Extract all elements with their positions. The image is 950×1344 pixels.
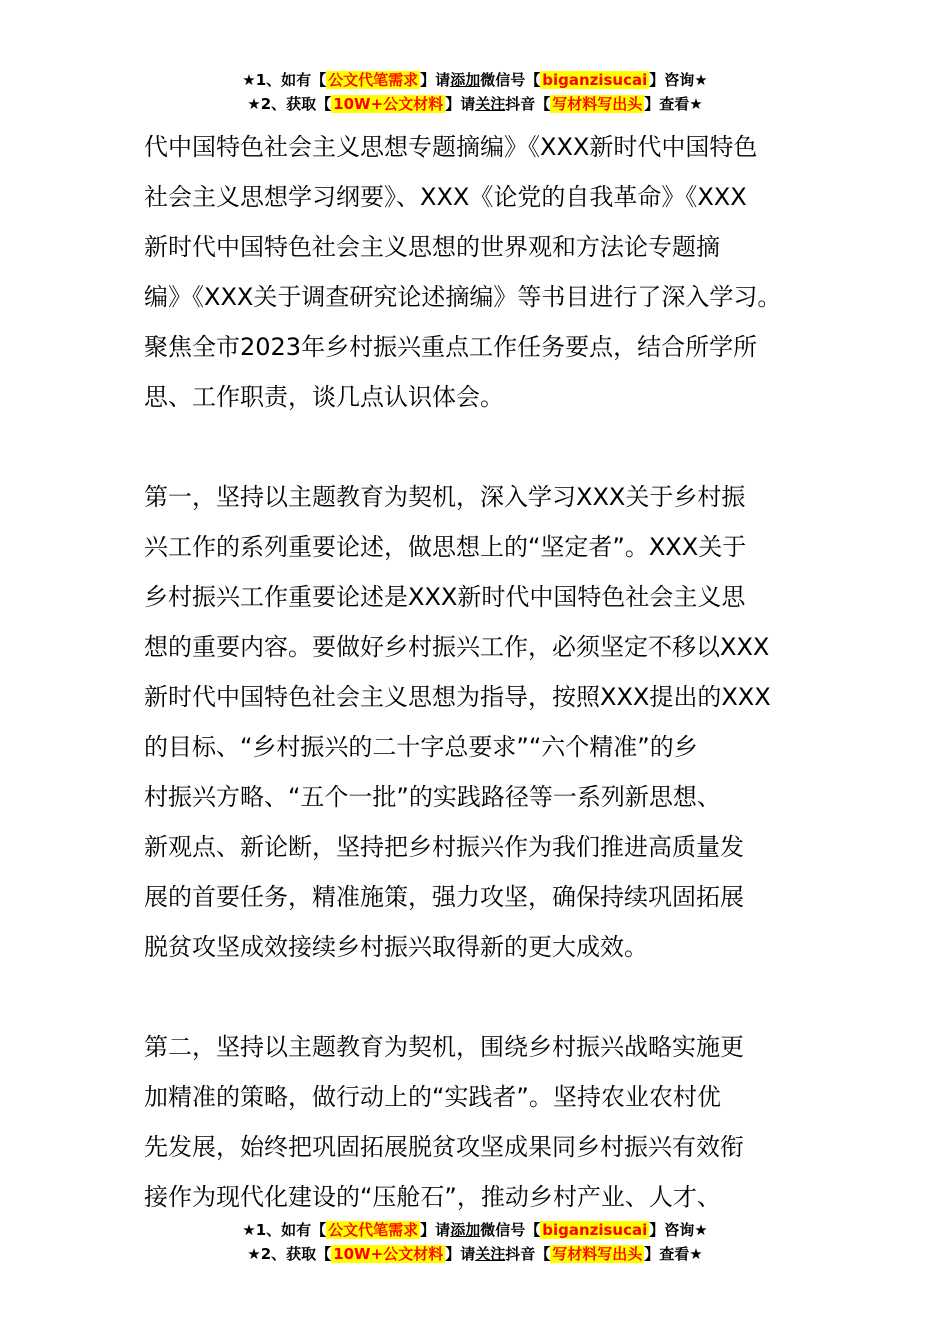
banner-text: 】请 [445,95,476,113]
text-line: 聚焦全市2023年乡村振兴重点工作任务要点，结合所学所 [144,333,758,361]
text-line: 第一，坚持以主题教育为契机，深入学习XXX关于乡村振 [144,483,746,511]
banner-highlight-materials: 10W+公文材料 [333,1245,444,1263]
banner-text: 】请 [420,71,451,89]
text-line: 新观点、新论断，坚持把乡村振兴作为我们推进高质量发 [144,833,744,861]
banner-line-1 [0,68,950,92]
banner-underline-text: 添加 [450,71,481,89]
text-line: 先发展，始终把巩固拓展脱贫攻坚成果同乡村振兴有效衔 [144,1133,744,1161]
text-line: 脱贫攻坚成效接续乡村振兴取得新的更大成效。 [144,933,648,961]
banner-text: 微信号【 [480,71,541,89]
banner-highlight-douyin-account: 写材料写出头 [552,1245,643,1263]
text-line: 社会主义思想学习纲要》、XXX《论党的自我革命》《XXX [144,183,747,211]
banner-highlight-materials: 10W+公文材料 [333,95,444,113]
text-line: 乡村振兴工作重要论述是XXX新时代中国特色社会主义思 [144,583,746,611]
banner-text: ★2、获取【 [247,95,332,113]
text-line: 思、工作职责，谈几点认识体会。 [144,383,504,411]
banner-line-2 [0,1242,950,1266]
paragraph-intro [144,122,809,422]
banner-text: ★2、获取【 [247,1245,332,1263]
banner-text: 】查看★ [644,95,703,113]
text-line: 兴工作的系列重要论述，做思想上的“坚定者”。XXX关于 [144,533,747,561]
banner-text: 】请 [420,1221,451,1239]
text-line: 加精准的策略，做行动上的“实践者”。坚持农业农村优 [144,1083,721,1111]
document-body [144,122,809,1222]
banner-highlight-service: 公文代笔需求 [328,71,419,89]
text-line: 第二，坚持以主题教育为契机，围绕乡村振兴战略实施更 [144,1033,744,1061]
text-line: 新时代中国特色社会主义思想的世界观和方法论专题摘 [144,233,720,261]
text-line: 代中国特色社会主义思想专题摘编》《XXX新时代中国特色 [144,133,758,161]
text-line: 的目标、“乡村振兴的二十字总要求”“六个精准”的乡 [144,733,698,761]
banner-highlight-wechat-id: biganzisucai [542,71,648,89]
banner-text: 微信号【 [480,1221,541,1239]
text-line: 编》《XXX关于调查研究论述摘编》等书目进行了深入学习。 [144,283,782,311]
banner-text: 】咨询★ [649,1221,708,1239]
paragraph-second-point [144,1022,809,1222]
text-line: 接作为现代化建设的“压舱石”，推动乡村产业、人才、 [144,1183,721,1211]
banner-text: 抖音【 [505,1245,551,1263]
banner-highlight-service: 公文代笔需求 [328,1221,419,1239]
text-line: 村振兴方略、“五个一批”的实践路径等一系列新思想、 [144,783,721,811]
text-line: 想的重要内容。要做好乡村振兴工作，必须坚定不移以XXX [144,633,770,661]
text-line: 展的首要任务，精准施策，强力攻坚，确保持续巩固拓展 [144,883,744,911]
text-line: 新时代中国特色社会主义思想为指导，按照XXX提出的XXX [144,683,771,711]
banner-text: 抖音【 [505,95,551,113]
paragraph-first-point [144,472,809,972]
footer-banner [0,1218,950,1266]
banner-underline-text: 关注 [475,95,506,113]
banner-text: ★1、如有【 [242,71,327,89]
banner-text: ★1、如有【 [242,1221,327,1239]
banner-text: 】查看★ [644,1245,703,1263]
banner-line-2 [0,92,950,116]
banner-line-1 [0,1218,950,1242]
banner-underline-text: 添加 [450,1221,481,1239]
banner-text: 】咨询★ [649,71,708,89]
banner-underline-text: 关注 [475,1245,506,1263]
header-banner [0,68,950,116]
banner-highlight-douyin-account: 写材料写出头 [552,95,643,113]
banner-text: 】请 [445,1245,476,1263]
banner-highlight-wechat-id: biganzisucai [542,1221,648,1239]
